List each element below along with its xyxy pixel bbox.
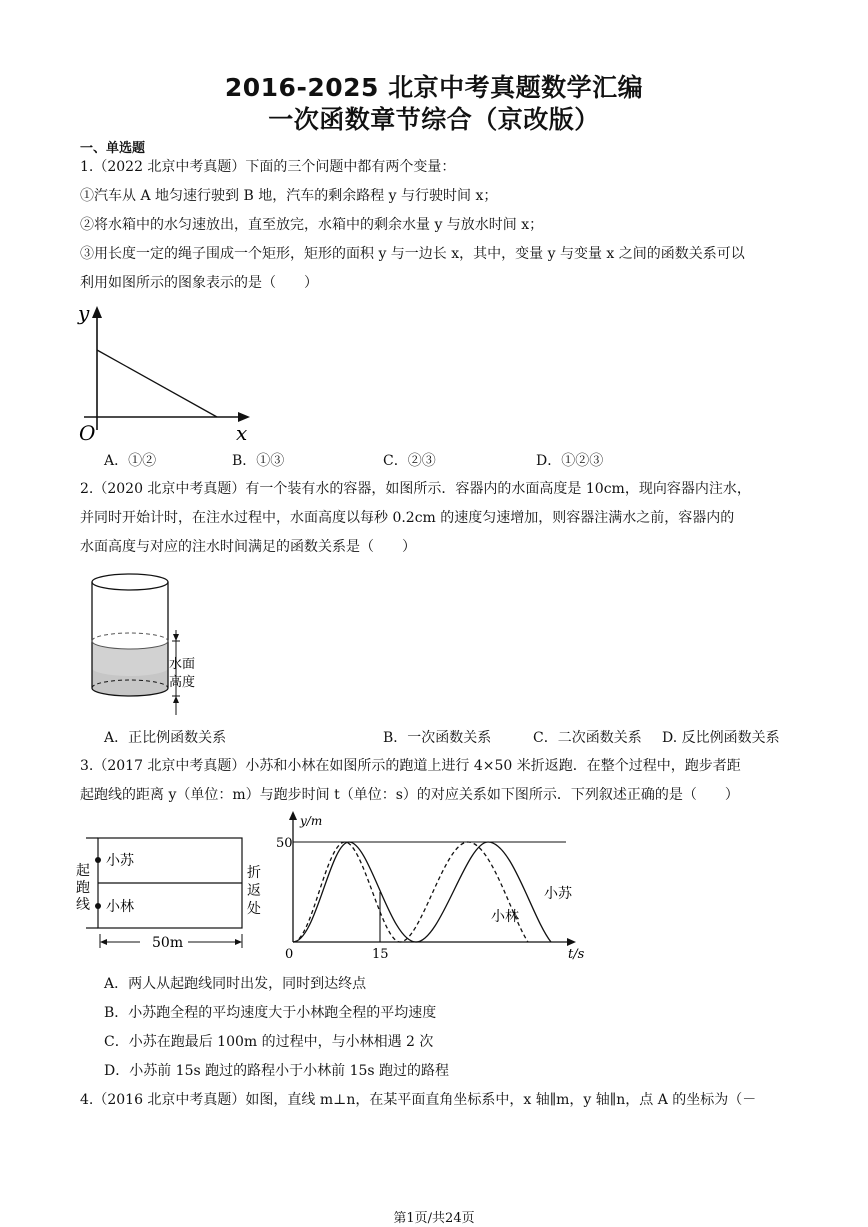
q3-runner-1-label: 小苏 (106, 853, 134, 869)
q3-chart-x-tick: 15 (372, 947, 389, 962)
q3-series-lin-label: 小林 (491, 909, 519, 925)
q3-chart-origin: 0 (285, 947, 294, 962)
q3-runner-2-dot (95, 903, 101, 909)
q1-item-4: 利用如图所示的图象表示的是（ ） (80, 275, 318, 291)
q3-chart-y-tick: 50 (276, 836, 293, 851)
q2-option-b: B．一次函数关系 (383, 730, 492, 746)
q3-stem-line-1: 3.（2017 北京中考真题）小苏和小林在如图所示的跑道上进行 4×50 米折返跑．在整个过程中，跑步者距 (80, 758, 741, 774)
q3-runner-2-label: 小林 (106, 899, 134, 915)
q1-item-2: ②将水箱中的水匀速放出，直至放完，水箱中的剩余水量 y 与放水时间 x； (80, 217, 544, 233)
q3-length-label: 50m (152, 935, 184, 951)
q2-stem-line-2: 并同时开始计时，在注水过程中，水面高度以每秒 0.2cm 的速度匀速增加，则容器注满水之前，容器内的 (80, 510, 735, 526)
q3-chart-x-label: t/s (568, 947, 585, 962)
q3-distance-time-chart (276, 808, 588, 963)
q3-start-char-1: 起 (76, 863, 90, 879)
q1-graph (74, 300, 259, 445)
q4-stem-line-1: 4.（2016 北京中考真题）如图，直线 m⊥n，在某平面直角坐标系中，x 轴∥m，y 轴∥n，点 A 的坐标为（－ (80, 1092, 757, 1108)
q3-track-figure (76, 830, 272, 955)
q1-stem: 1.（2022 北京中考真题）下面的三个问题中都有两个变量： (80, 159, 456, 175)
q3-option-b: B．小苏跑全程的平均速度大于小林跑全程的平均速度 (104, 1005, 437, 1021)
q3-start-char-2: 跑 (76, 880, 90, 896)
q1-y-arrow (92, 306, 102, 318)
q1-x-label: x (236, 421, 248, 445)
q3-series-su (293, 842, 551, 942)
q2-water-surface-back (92, 633, 168, 641)
q3-start-char-3: 线 (76, 897, 90, 913)
q2-option-a: A．正比例函数关系 (104, 730, 227, 746)
q2-option-d: D. 反比例函数关系 (662, 730, 780, 746)
q2-container-figure (86, 570, 216, 718)
q1-function-line (97, 350, 217, 417)
page-title-line-1: 2016-2025 北京中考真题数学汇编 (224, 73, 644, 102)
q3-option-a: A．两人从起跑线同时出发，同时到达终点 (104, 976, 367, 992)
q3-turn-char-1: 折 (247, 865, 261, 881)
q1-option-d: D．①②③ (536, 453, 604, 469)
q3-stem-line-2: 起跑线的距离 y（单位：m）与跑步时间 t（单位：s）的对应关系如下图所示．下列叙述正确的是（ ） (80, 787, 739, 803)
q3-series-su-label: 小苏 (544, 886, 572, 902)
q1-item-1: ①汽车从 A 地匀速行驶到 B 地，汽车的剩余路程 y 与行驶时间 x； (80, 188, 498, 204)
q2-container-top (92, 574, 168, 590)
q1-y-label: y (78, 301, 90, 325)
q3-series-lin (293, 842, 528, 942)
page-footer: 第1页/共24页 (393, 1211, 475, 1226)
q1-item-3: ③用长度一定的绳子围成一个矩形，矩形的面积 y 与一边长 x，其中，变量 y 与变量 x 之间的函数关系可以 (80, 246, 745, 262)
q3-turn-char-3: 处 (247, 901, 261, 917)
q2-label-surface: 水面 (169, 657, 196, 672)
section-heading: 一、单选题 (80, 141, 146, 156)
q3-turn-char-2: 返 (247, 883, 261, 899)
q1-origin-label: O (79, 421, 96, 445)
q1-option-b: B．①③ (232, 453, 285, 469)
q3-chart-y-label: y/m (300, 814, 323, 828)
q3-runner-1-dot (95, 857, 101, 863)
q1-option-a: A．①② (104, 453, 157, 469)
q1-option-c: C．②③ (383, 453, 436, 469)
q3-option-d: D．小苏前 15s 跑过的路程小于小林前 15s 跑过的路程 (104, 1063, 450, 1079)
q3-option-c: C．小苏在跑最后 100m 的过程中，与小林相遇 2 次 (104, 1034, 434, 1050)
q2-stem-line-3: 水面高度与对应的注水时间满足的函数关系是（ ） (80, 539, 416, 555)
q2-option-c: C．二次函数关系 (533, 730, 642, 746)
q2-label-height: 高度 (169, 675, 196, 690)
q2-stem-line-1: 2.（2020 北京中考真题）有一个装有水的容器，如图所示．容器内的水面高度是 10cm，现向容器内注水， (80, 481, 751, 497)
page-title-line-2: 一次函数章节综合（京改版） (268, 105, 600, 134)
